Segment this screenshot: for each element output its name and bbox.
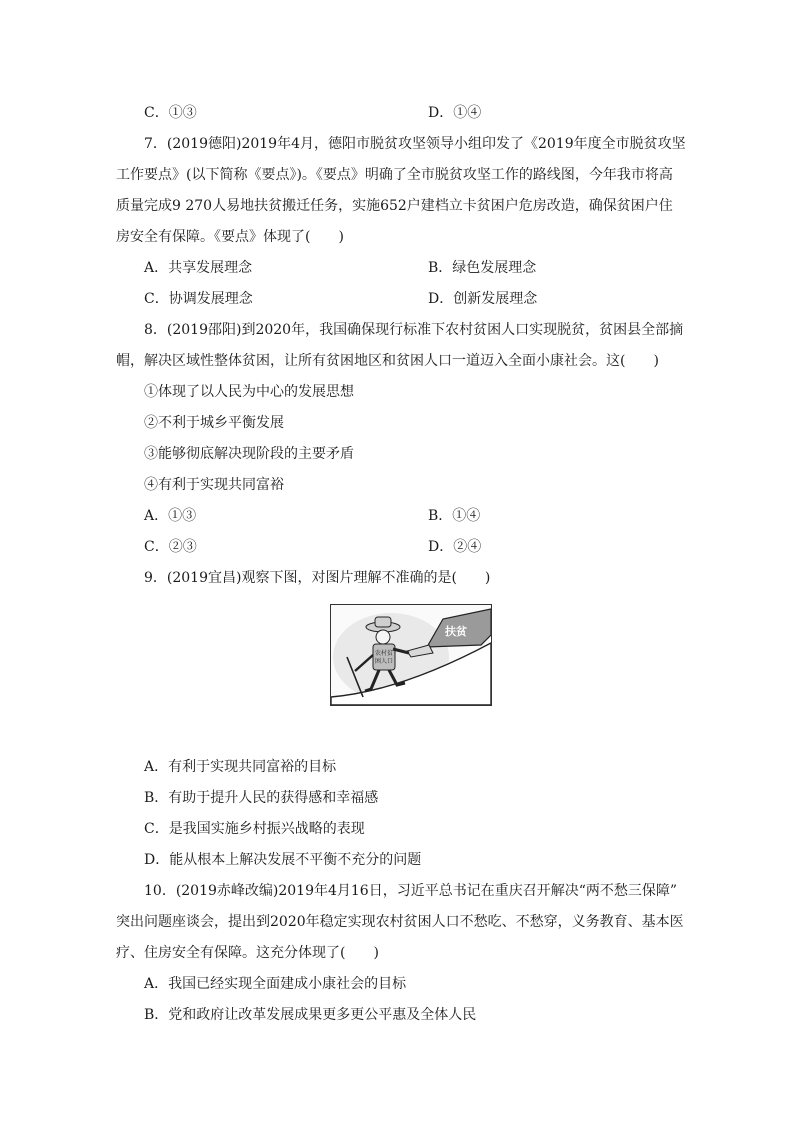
q8-item-4: ④有利于实现共同富裕	[144, 477, 284, 493]
q7-stem-line-3: 质量完成9 270人易地扶贫搬迁任务，实施652户建档立卡贫困户危房改造，确保贫困户住	[116, 198, 673, 214]
farmer-body	[373, 644, 395, 670]
q7-option-b: B．绿色发展理念	[428, 260, 537, 276]
q7-option-c: C．协调发展理念	[144, 291, 253, 307]
q7-stem-line-4: 房安全有保障。《要点》体现了( )	[116, 229, 344, 245]
q10-option-a: A．我国已经实现全面建成小康社会的目标	[144, 976, 407, 992]
q8-option-a: A．①③	[144, 508, 197, 524]
q10-stem-line-1: 10．(2019赤峰改编)2019年4月16日，习近平总书记在重庆召开解决“两不愁三保障”	[144, 883, 678, 899]
cartoon-illustration	[331, 605, 491, 705]
farmer-hat-top	[375, 617, 391, 627]
q7-option-d: D．创新发展理念	[428, 291, 538, 307]
q8-item-2: ②不利于城乡平衡发展	[144, 415, 284, 431]
q7-option-a: A．共享发展理念	[144, 260, 253, 276]
q6-option-c: C．①③	[144, 105, 197, 121]
cartoon-figure	[330, 604, 492, 706]
q9-option-d: D．能从根本上解决发展不平衡不充分的问题	[144, 852, 422, 868]
q8-option-c: C．②③	[144, 539, 197, 555]
q8-item-3: ③能够彻底解决现阶段的主要矛盾	[144, 446, 354, 462]
q10-stem-line-3: 疗、住房安全有保障。这充分体现了( )	[116, 945, 379, 961]
q9-option-c: C．是我国实施乡村振兴战略的表现	[144, 821, 365, 837]
q6-option-d: D．①④	[428, 105, 482, 121]
q7-stem-line-1: 7．(2019德阳)2019年4月，德阳市脱贫攻坚领导小组印发了《2019年度全市脱贫攻坚	[144, 136, 686, 152]
q7-stem-line-2: 工作要点》(以下简称《要点》)。《要点》明确了全市脱贫攻坚工作的路线图，今年我市将高	[116, 167, 673, 183]
q10-stem-line-2: 突出问题座谈会，提出到2020年稳定实现农村贫困人口不愁吃、不愁穿，义务教育、基本医	[116, 914, 684, 930]
q8-option-b: B．①④	[428, 508, 481, 524]
q9-stem-line-1: 9．(2019宜昌)观察下图，对图片理解不准确的是( )	[144, 570, 491, 586]
q10-option-b: B．党和政府让改革发展成果更多更公平惠及全体人民	[144, 1007, 477, 1023]
q8-stem-line-1: 8．(2019邵阳)到2020年，我国确保现行标准下农村贫困人口实现脱贫，贫困县全部摘	[144, 322, 684, 338]
q9-option-a: A．有利于实现共同富裕的目标	[144, 759, 337, 775]
farmer-head	[376, 630, 390, 644]
q9-option-b: B．有助于提升人民的获得感和幸福感	[144, 790, 379, 806]
farmer-label-top: 农村贫	[375, 650, 394, 657]
fupin-label: 扶贫	[445, 625, 467, 638]
farmer-label-bottom: 困人口	[375, 658, 394, 665]
q8-stem-line-2: 帽，解决区域性整体贫困，让所有贫困地区和贫困人口一道迈入全面小康社会。这( )	[116, 353, 659, 369]
q8-option-d: D．②④	[428, 539, 482, 555]
q8-item-1: ①体现了以人民为中心的发展思想	[144, 384, 354, 400]
